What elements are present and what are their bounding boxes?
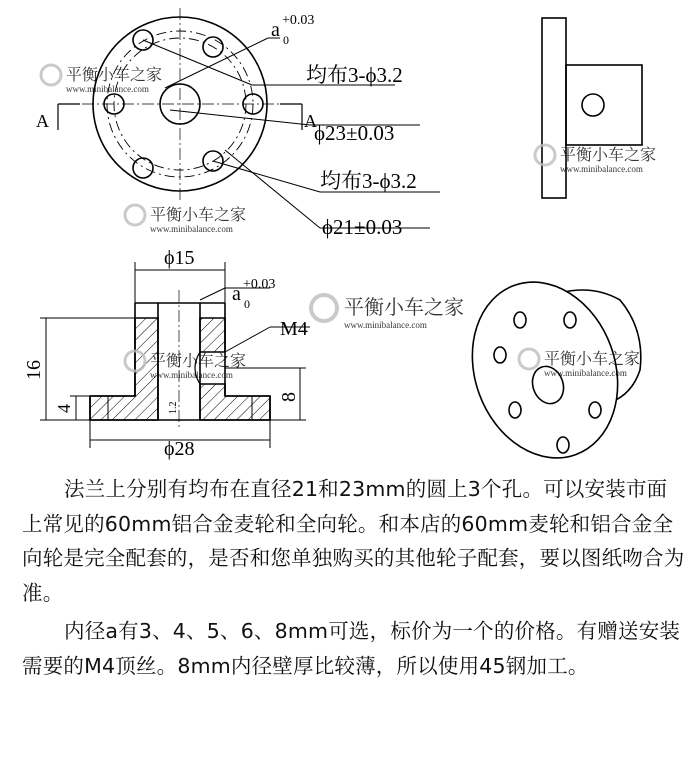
svg-text:www.minibalance.com: www.minibalance.com (150, 224, 233, 234)
section-mark-right: A (304, 111, 317, 131)
hole-spec-outer: 均布3-ϕ3.2 (306, 63, 403, 87)
iso-hole (514, 312, 526, 328)
description-paragraph-2: 内径a有3、4、5、6、8mm可选，标价为一个的价格。有赠送安装需要的M4顶丝。8mm内径壁厚比较薄，所以使用45钢加工。 (22, 619, 681, 678)
svg-text:www.minibalance.com: www.minibalance.com (66, 84, 149, 94)
watermark (125, 205, 246, 234)
small-dim-label: 1.2 (168, 401, 179, 414)
section-tolerance-base: a (232, 283, 241, 305)
iso-hole (494, 347, 506, 363)
description-paragraph-1: 法兰上分别有均布在直径21和23mm的圆上3个孔。可以安装市面上常见的60mm铝合金麦轮和全向轮。和本店的60mm麦轮和铝合金全向轮是完全配套的，是否和您单独购买的其他轮子配套，要以图纸吻合为准。 (22, 477, 685, 605)
watermark (311, 295, 464, 330)
side-screw-hole (582, 94, 604, 116)
set-screw-label: M4 (280, 318, 308, 340)
svg-text:平衡小车之家: 平衡小车之家 (344, 297, 464, 319)
product-description (22, 472, 687, 683)
watermark (535, 145, 656, 174)
mount-hole (133, 158, 153, 178)
front-view (58, 8, 440, 228)
svg-text:平衡小车之家: 平衡小车之家 (544, 351, 641, 368)
screw-height-label: 8 (278, 392, 300, 402)
total-height-label: 16 (23, 360, 45, 380)
svg-text:平衡小车之家: 平衡小车之家 (560, 147, 657, 164)
bore-tolerance-base: a (271, 19, 280, 41)
iso-hole (564, 312, 576, 328)
section-mark-left: A (36, 111, 49, 131)
iso-hole (509, 402, 521, 418)
watermark (41, 65, 162, 94)
front-view-labels (36, 13, 417, 239)
outer-circle-dia: ϕ23±0.03 (314, 121, 395, 145)
svg-text:平衡小车之家: 平衡小车之家 (66, 67, 163, 84)
iso-hole (589, 402, 601, 418)
bore-tolerance-sup: +0.03 (282, 13, 315, 28)
hub-dia-label: ϕ15 (164, 247, 195, 269)
section-tolerance-sup: +0.03 (243, 277, 276, 292)
svg-text:平衡小车之家: 平衡小车之家 (150, 207, 247, 224)
svg-text:www.minibalance.com: www.minibalance.com (150, 370, 233, 380)
inner-circle-dia: ϕ21±0.03 (322, 215, 403, 239)
svg-text:www.minibalance.com: www.minibalance.com (560, 164, 643, 174)
hole-spec-inner: 均布3-ϕ3.2 (320, 169, 417, 193)
svg-text:平衡小车之家: 平衡小车之家 (150, 353, 247, 370)
flange-dia-label: ϕ28 (164, 438, 195, 460)
section-tolerance-sub: 0 (244, 297, 250, 311)
flange-thickness-label: 4 (54, 404, 74, 413)
iso-hole (557, 437, 569, 453)
svg-text:www.minibalance.com: www.minibalance.com (544, 368, 627, 378)
bore-tolerance-sub: 0 (283, 33, 289, 47)
svg-text:www.minibalance.com: www.minibalance.com (344, 320, 427, 330)
